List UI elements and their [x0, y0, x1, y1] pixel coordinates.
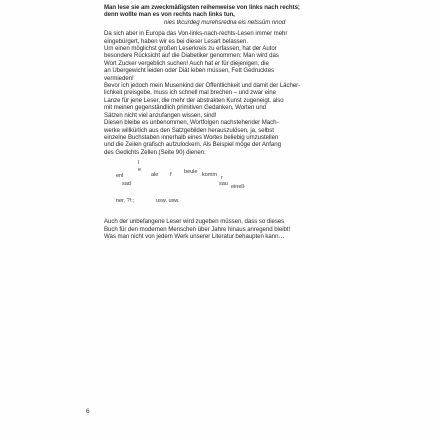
poem-fragment: sad [122, 181, 131, 188]
body-line: Was man nicht von jedem Werk unserer Literatur behaupten kann… [104, 232, 285, 240]
poem-fragment: usw. usw. [156, 198, 180, 205]
poem-fragment: ale [151, 172, 159, 179]
body-line: und die Zeilen grafisch aufzulockern. Als Beispiel möge der Anfang [104, 141, 281, 149]
body-line: werke willkürlich aus den Satzgebilden herauszulösen, ja, selbst [104, 126, 274, 134]
body-line: einzelne Buchstaben innerhalb eines Wortes beliebig umzustellen [104, 133, 279, 141]
poem-fragment: l [138, 160, 140, 167]
intro-line: denn wollte man es von rechts nach links tun, [104, 11, 235, 19]
page-number: 6 [86, 408, 90, 415]
body-line: besondere Rücksicht auf die Diabetiker genommen: Man wird das [104, 52, 279, 60]
intro-line: Man lese sie am zweckmäßigsten reihenweise von links nach rechts; [104, 4, 300, 11]
body-line: mit meinen gegenständlich primitiven Gedanken, Worten und [104, 104, 267, 112]
body-line: Wort Zucker vergeblich suchen! Auch hat er für diejenigen, die [104, 59, 269, 67]
body-line: Um einen möglichst großen Leserkreis zu erfassen, hat der Autor [104, 45, 277, 53]
reversed-line: nies tkcurdeg murehsredna eis netssüm nnod [164, 18, 286, 26]
body-line: Buch für den modernen Menschen über Jahre hinaus anregend bleibt! [104, 225, 291, 233]
body-line: lichkeit preisgebe, muss ich schnell mal brechen – und zwar eine [104, 89, 276, 97]
body-line: an Übergewicht leiden oder Diät leben müssen, Fett Gedrucktes [104, 67, 275, 75]
body-line: Bevor ich jedoch mein Musenkind der Öffentlichkeit und damit der Lächer- [104, 82, 301, 90]
body-line: Sätzen nicht viel anzufangen wissen, sind! [104, 111, 217, 119]
body-line: eingebürgert, haben wir es bei dieser Lesart belassen. [104, 37, 248, 45]
text-column [104, 4, 336, 240]
poem-fragment: e [138, 167, 142, 174]
body-line: Diesen bleibe es unbenommen, Wortfolgen nachstehender Mach- [104, 119, 279, 127]
body-line: Auch der unbefangene Leser wird zugeben müssen, dass so dieses [104, 218, 285, 226]
poem-fragment: sau [219, 181, 228, 188]
poem-fragment: f [170, 172, 172, 179]
poem-fragment: r [221, 175, 223, 182]
poem-fragment: ner, ?!:; [116, 198, 135, 205]
body-line: des Gedichts Zellen (Seite 90) dienen: [104, 148, 206, 156]
poem-fragment: enl [116, 173, 124, 180]
poem-fragment: einell· [231, 184, 246, 191]
scattered-poem-example [104, 160, 336, 210]
body-line: Lanze für jene Leser, die mehr der abstrakten Kunst zugeneigt, also [104, 96, 284, 104]
body-line: Da sich aber in Europa das Von-links-nach-rechts-Lesen immer mehr [104, 30, 288, 38]
poem-fragment: komm [202, 172, 218, 179]
poem-fragment: beule [184, 169, 198, 176]
body-line: vermieden! [104, 74, 134, 82]
